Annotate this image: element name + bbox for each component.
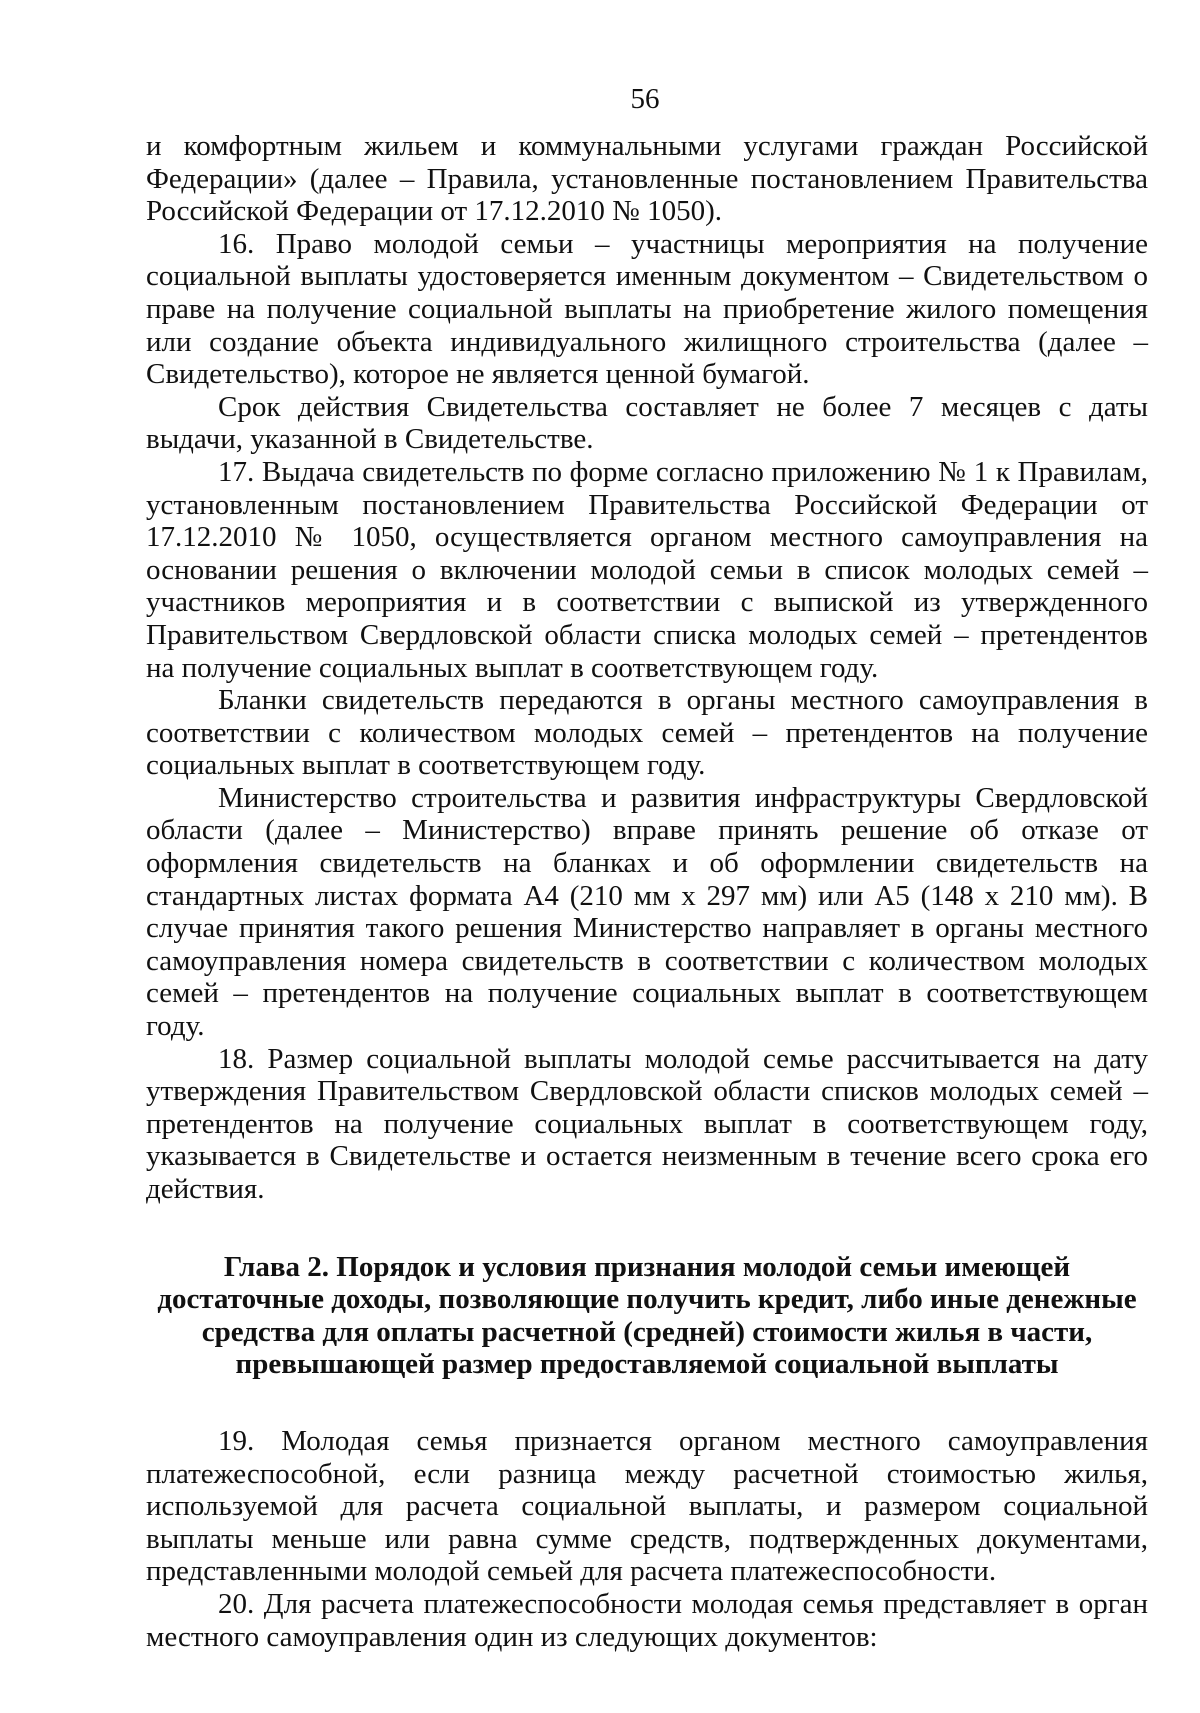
paragraph-19: 19. Молодая семья признается органом местного самоуправления платежеспособной, если разница между расчетной стоимостью жилья, используемой для расчета социальной выплаты, и размером социальной выплаты меньше или равна сумме средств, подтвержденных документами, представленными молодой семьей для расчета платежеспособности. — [146, 1424, 1148, 1588]
paragraph-20: 20. Для расчета платежеспособности молодая семья представляет в орган местного самоуправления один из следующих документов: — [146, 1587, 1148, 1653]
paragraph-17: 17. Выдача свидетельств по форме согласно приложению № 1 к Правилам, установленным постановлением Правительства Российской Федерации от 17.12.2010 № 1050, осуществляется органом местного самоуправления на основании решения о включении молодой семьи в список молодых семей – участников мероприятия и в соответствии с выпиской из утвержденного Правительством Свердловской области списка молодых семей – претендентов на получение социальных выплат в соответствующем году. — [146, 455, 1148, 684]
chapter-heading: Глава 2. Порядок и условия признания молодой семьи имеющей достаточные доходы, позволяющие получить кредит, либо иные денежные средства для оплаты расчетной (средней) стоимости жилья в части, превышающей размер предоставляемой социальной выплаты — [157, 1250, 1137, 1381]
paragraph-continuation: и комфортным жильем и коммунальными услугами граждан Российской Федерации» (далее – Правила, установленные постановлением Правительства Российской Федерации от 17.12.2010 № 1050). — [146, 130, 1148, 228]
paragraph-certificate-blanks: Бланки свидетельств передаются в органы местного самоуправления в соответствии с количеством молодых семей – претендентов на получение социальных выплат в соответствующем году. — [146, 684, 1148, 782]
paragraph-ministry: Министерство строительства и развития инфраструктуры Свердловской области (далее – Министерство) вправе принять решение об отказе от оформления свидетельств на бланках и об оформлении свидетельств на стандартных листах формата А4 (210 мм x 297 мм) или А5 (148 x 210 мм). В случае принятия такого решения Министерство направляет в органы местного самоуправления номера свидетельств в соответствии с количеством молодых семей – претендентов на получение социальных выплат в соответствующем году. — [146, 781, 1148, 1043]
paragraph-16: 16. Право молодой семьи – участницы мероприятия на получение социальной выплаты удостоверяется именным документом – Свидетельством о праве на получение социальной выплаты на приобретение жилого помещения или создание объекта индивидуального жилищного строительства (далее – Свидетельство), которое не является ценной бумагой. — [146, 227, 1148, 391]
paragraph-18: 18. Размер социальной выплаты молодой семье рассчитывается на дату утверждения Правительством Свердловской области списков молодых семей – претендентов на получение социальных выплат в соответствующем году, указывается в Свидетельстве и остается неизменным в течение всего срока его действия. — [146, 1042, 1148, 1205]
document-body — [146, 130, 1148, 1653]
paragraph-certificate-validity: Срок действия Свидетельства составляет не более 7 месяцев с даты выдачи, указанной в Свидетельстве. — [146, 390, 1148, 456]
page-number: 56 — [630, 83, 660, 115]
